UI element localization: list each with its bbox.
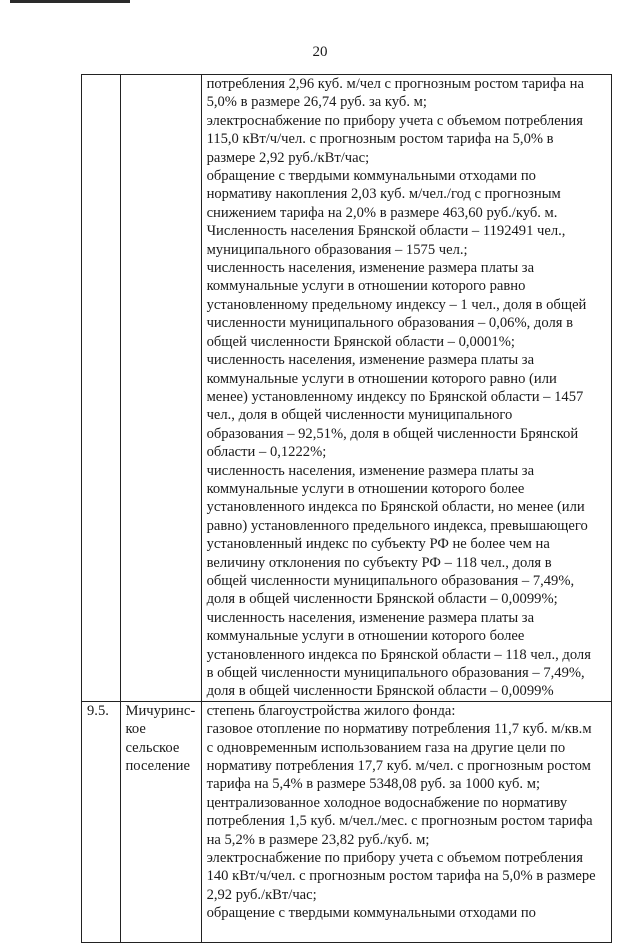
description-line: численность населения, изменение размера платы за <box>206 609 535 626</box>
top-edge-rule <box>10 0 130 3</box>
description-line: численность населения, изменение размера платы за <box>206 462 535 479</box>
description-line: доля в общей численности Брянской области – 0,0099% <box>206 683 554 700</box>
description-line: коммунальные услуги в отношении которого равно (или <box>206 370 557 387</box>
municipality-name-line: сельское <box>125 739 180 756</box>
row-number-cell <box>82 75 121 702</box>
description-line: муниципального образования – 1575 чел.; <box>206 241 468 258</box>
description-line: численность населения, изменение размера платы за <box>206 352 535 369</box>
description-line: централизованное холодное водоснабжение по нормативу <box>206 794 568 811</box>
description-line: чел., доля в общей численности муниципального <box>206 407 513 424</box>
description-cell <box>201 701 611 942</box>
description-line: установленному предельному индексу – 1 чел., доля в общей <box>206 296 587 313</box>
table-row <box>82 75 612 702</box>
municipality-name-line: Мичуринс- <box>125 702 196 719</box>
description-line: снижением тарифа на 2,0% в размере 463,60 руб./куб. м. <box>206 204 558 221</box>
municipality-name-line: кое <box>125 721 146 738</box>
description-line: размере 2,92 руб./кВт/час; <box>206 149 370 166</box>
description-line: газовое отопление по нормативу потребления 11,7 куб. м/кв.м <box>206 721 592 738</box>
description-line: потребления 1,5 куб. м/чел./мес. с прогнозным ростом тарифа <box>206 813 593 830</box>
table-row <box>82 701 612 942</box>
description-line: в общей численности муниципального образования – 7,49%, <box>206 665 585 681</box>
row-number-cell <box>82 701 121 942</box>
description-line: Численность населения Брянской области – 1192491 чел., <box>206 223 566 240</box>
description-line: нормативу потребления 17,7 куб. м/чел. с прогнозным ростом <box>206 758 591 775</box>
description-line: на 5,2% в размере 23,82 руб./куб. м; <box>206 831 430 848</box>
description-line: общей численности муниципального образования – 7,49%, <box>206 572 575 589</box>
description-line: области – 0,1222%; <box>206 444 327 461</box>
description-line: равно) установленного предельного индекса, превышающего <box>206 517 588 534</box>
municipality-name-line: поселение <box>125 758 190 775</box>
description-line: величину отклонения по субъекту РФ – 118 чел., доля в <box>206 554 552 571</box>
description-line: установленного индекса по Брянской области, но менее (или <box>206 499 585 516</box>
page-number: 20 <box>312 44 328 60</box>
description-line: установленный индекс по субъекту РФ не более чем на <box>206 536 550 553</box>
description-line: коммунальные услуги в отношении которого более <box>206 628 525 645</box>
description-line: образования – 92,51%, доля в общей численности Брянской <box>206 425 579 442</box>
row-number: 9.5. <box>87 702 109 719</box>
description-line: тарифа на 5,4% в размере 5348,08 руб. за 1000 куб. м; <box>206 776 541 793</box>
tariff-table <box>81 74 612 943</box>
description-line: электроснабжение по прибору учета с объемом потребления <box>206 112 583 129</box>
description-line: 115,0 кВт/ч/чел. с прогнозным ростом тарифа на 5,0% в <box>206 131 554 148</box>
description-line: коммунальные услуги в отношении которого более <box>206 480 525 497</box>
description-line: 2,92 руб./кВт/час; <box>206 886 317 903</box>
description-line: численности муниципального образования – 0,06%, доля в <box>206 315 573 332</box>
description-line: менее) установленному индексу по Брянской области – 1457 <box>206 388 584 405</box>
description-cell <box>201 75 611 702</box>
description-line: установленного индекса по Брянской области – 118 чел., доля <box>206 646 591 663</box>
description-line: коммунальные услуги в отношении которого равно <box>206 278 526 295</box>
municipality-name-cell <box>120 701 201 942</box>
description-line: электроснабжение по прибору учета с объемом потребления <box>206 850 583 867</box>
description-line: обращение с твердыми коммунальными отходами по <box>206 168 536 185</box>
description-line: численность населения, изменение размера платы за <box>206 260 535 277</box>
description-line: степень благоустройства жилого фонда: <box>206 702 456 719</box>
description-line: 140 кВт/ч/чел. с прогнозным ростом тарифа на 5,0% в размере <box>206 868 596 885</box>
description-line: с одновременным использованием газа на другие цели по <box>206 739 566 756</box>
description-line: обращение с твердыми коммунальными отходами по <box>206 905 536 922</box>
description-line: нормативу накопления 2,03 куб. м/чел./год с прогнозным <box>206 186 561 203</box>
description-line: потребления 2,96 куб. м/чел с прогнозным ростом тарифа на <box>206 76 584 92</box>
description-line: 5,0% в размере 26,74 руб. за куб. м; <box>206 94 427 111</box>
description-line: общей численности Брянской области – 0,0001%; <box>206 333 515 350</box>
description-line: доля в общей численности Брянской области – 0,0099%; <box>206 591 558 608</box>
municipality-name-cell <box>120 75 201 702</box>
